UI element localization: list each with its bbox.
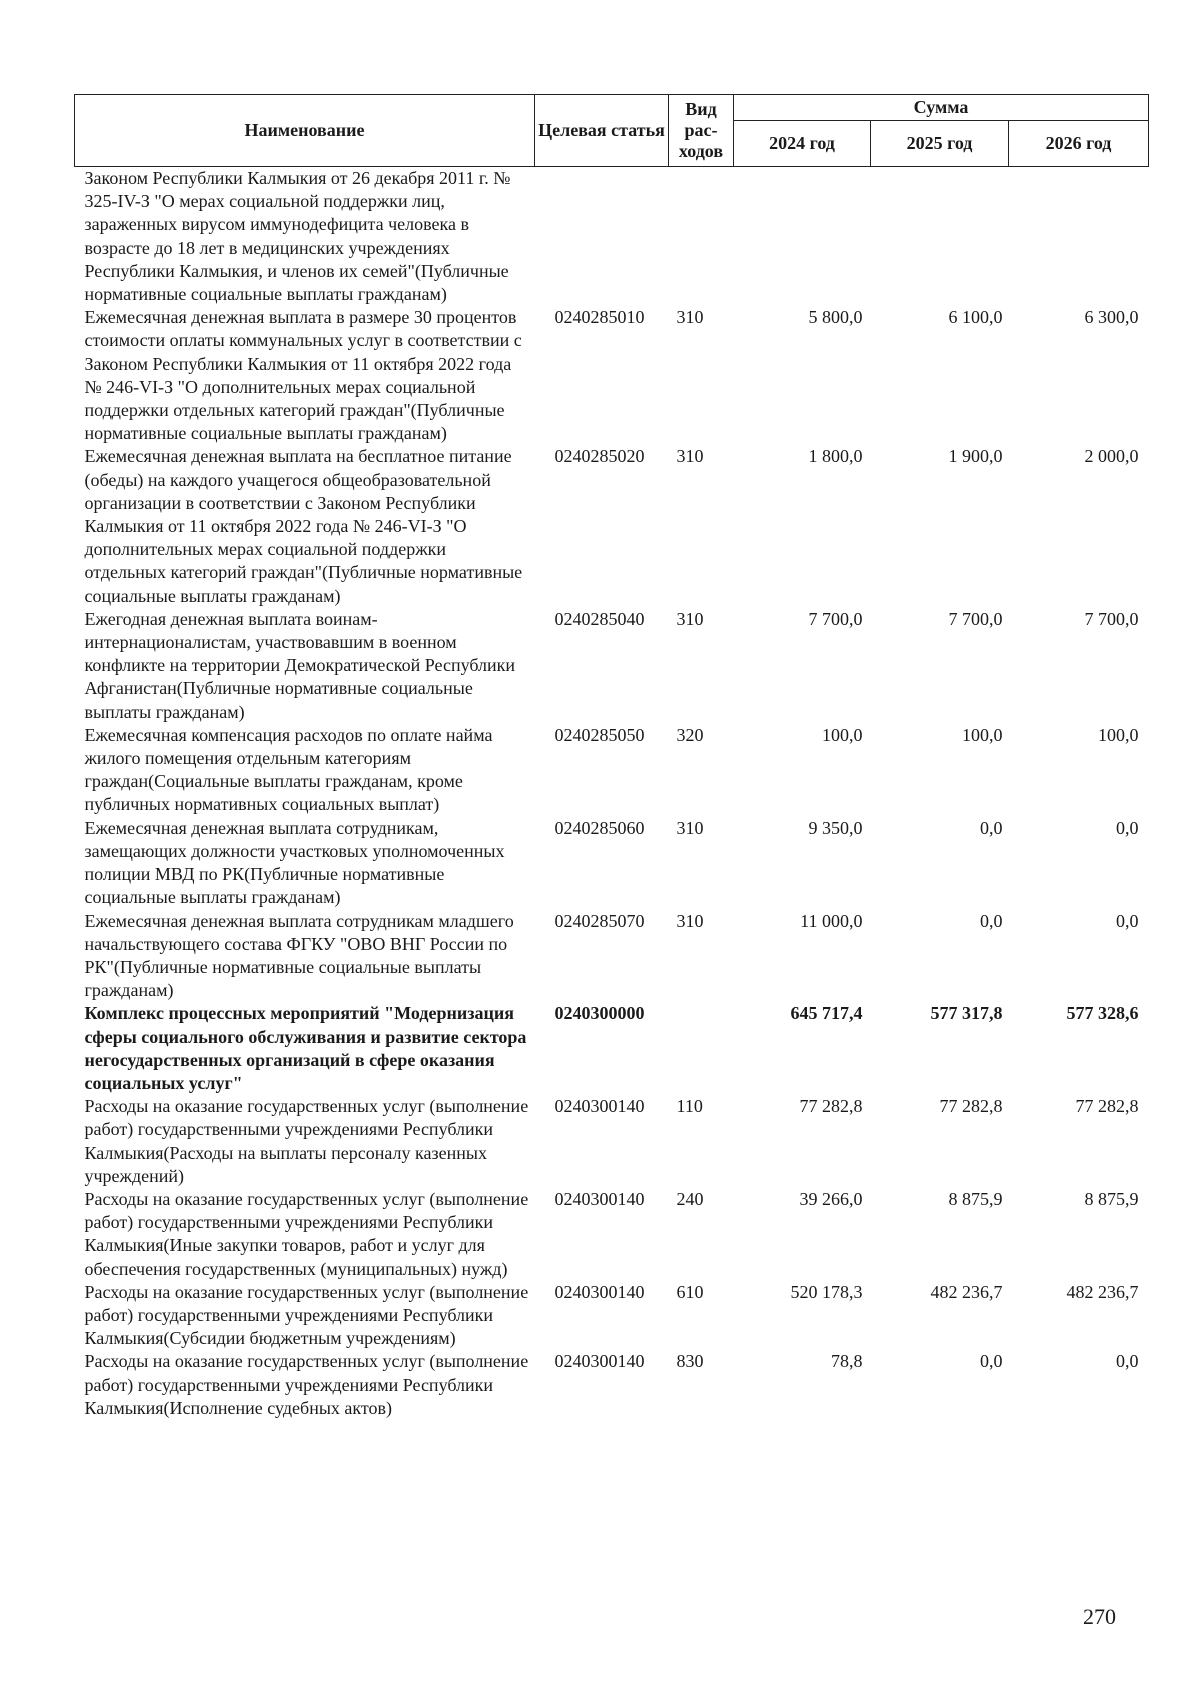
header-name: Наименование <box>75 95 535 167</box>
row-vid: 320 <box>676 724 704 745</box>
row-sum-2025: 577 317,8 <box>930 1003 1003 1024</box>
row-name: Расходы на оказание государственных услуг (выполнение работ) государственными учреждениями Республики Калмыкия(Исполнение судебных актов) <box>84 1351 529 1418</box>
table-header <box>75 95 1149 167</box>
row-sum-2024: 7 700,0 <box>808 608 863 629</box>
row-vid: 310 <box>676 817 704 838</box>
row-sum-2024: 9 350,0 <box>808 817 863 838</box>
row-vid <box>669 167 734 307</box>
row-sum-2024: 520 178,3 <box>790 1281 863 1302</box>
row-sum-2026: 8 875,9 <box>1084 1188 1139 1209</box>
row-vid: 610 <box>676 1281 704 1302</box>
row-sum-2025: 7 700,0 <box>948 608 1003 629</box>
row-sum-2026: 0,0 <box>1116 817 1139 838</box>
row-name: Ежемесячная компенсация расходов по оплате найма жилого помещения отдельным категориям граждан(Социальные выплаты гражданам, кроме публичных нормативных социальных выплат) <box>84 724 493 815</box>
table-row <box>75 1188 1149 1281</box>
header-year-2025: 2025 год <box>871 121 1009 167</box>
row-sum-2025: 482 236,7 <box>930 1281 1003 1302</box>
row-sum-2026: 482 236,7 <box>1066 1281 1139 1302</box>
budget-table <box>74 94 1149 1420</box>
table-row <box>75 608 1149 724</box>
row-name: Законом Республики Калмыкия от 26 декабря 2011 г. № 325-IV-З "О мерах социальной поддержки лиц, зараженных вирусом иммунодефицита человека в возрасте до 18 лет в медицинских учреждениях Республики Калмыкия, и членов их семей"(Публичные нормативные социальные выплаты гражданам) <box>84 168 511 305</box>
row-sum-2024: 39 266,0 <box>799 1188 863 1209</box>
header-year-2026: 2026 год <box>1009 121 1149 167</box>
row-name: Расходы на оказание государственных услуг (выполнение работ) государственными учреждениями Республики Калмыкия(Иные закупки товаров, работ и услуг для обеспечения государственных (муниципальных) нужд) <box>84 1188 529 1279</box>
row-sum-2026: 0,0 <box>1116 1351 1139 1372</box>
row-name: Ежегодная денежная выплата воинам-интернационалистам, участвовавшим в военном конфликте на территории Демократической Республики Афганистан(Публичные нормативные социальные выплаты гражданам) <box>84 608 516 722</box>
row-sum-2024: 645 717,4 <box>790 1003 863 1024</box>
row-name: Ежемесячная денежная выплата на бесплатное питание (обеды) на каждого учащегося общеобразовательной организации в соответствии с Законом Республики Калмыкия от 11 октября 2022 года № 246-VI-З "О дополнительных мерах социальной поддержки отдельных категорий граждан"(Публичные нормативные социальные выплаты гражданам) <box>84 446 523 606</box>
row-vid: 310 <box>676 446 704 467</box>
row-code: 0240285040 <box>554 608 645 629</box>
row-sum-2026: 7 700,0 <box>1084 608 1139 629</box>
row-code: 0240300140 <box>554 1281 645 1302</box>
header-vid: Вид рас-ходов <box>669 95 734 167</box>
row-sum-2026: 577 328,6 <box>1066 1003 1139 1024</box>
row-vid: 830 <box>676 1351 704 1372</box>
row-sum-2024: 77 282,8 <box>799 1096 863 1117</box>
row-vid: 310 <box>676 307 704 328</box>
row-sum-2025: 6 100,0 <box>948 307 1003 328</box>
table-row <box>75 1095 1149 1188</box>
header-year-2024: 2024 год <box>734 121 871 167</box>
table-body <box>75 167 1149 1420</box>
row-code: 0240300140 <box>554 1351 645 1372</box>
row-vid <box>669 1002 734 1095</box>
row-sum-2026: 77 282,8 <box>1075 1096 1139 1117</box>
row-sum-2026: 0,0 <box>1116 910 1139 931</box>
row-sum-2025: 1 900,0 <box>948 446 1003 467</box>
table-row <box>75 1002 1149 1095</box>
row-code: 0240285060 <box>554 817 645 838</box>
row-code: 0240285070 <box>554 910 645 931</box>
row-name: Ежемесячная денежная выплата в размере 30 процентов стоимости оплаты коммунальных услуг в соответствии с Законом Республики Калмыкия от 11 октября 2022 года № 246-VI-З "О дополнительных мерах социальной поддержки отдельных категорий граждан"(Публичные нормативные социальные выплаты гражданам) <box>84 307 522 444</box>
table-row <box>75 1281 1149 1351</box>
row-name: Расходы на оказание государственных услуг (выполнение работ) государственными учреждениями Республики Калмыкия(Субсидии бюджетным учреждениям) <box>84 1281 529 1349</box>
row-sum-2025: 8 875,9 <box>948 1188 1003 1209</box>
row-vid: 110 <box>676 1096 703 1117</box>
table-row <box>75 167 1149 307</box>
table-row <box>75 445 1149 607</box>
row-vid: 240 <box>676 1188 704 1209</box>
row-sum-2025: 0,0 <box>980 817 1003 838</box>
table-row <box>75 910 1149 1003</box>
table-row <box>75 1350 1149 1420</box>
table-row <box>75 306 1149 445</box>
page-number: 270 <box>1083 1604 1116 1629</box>
row-vid: 310 <box>676 608 704 629</box>
row-sum-2026: 100,0 <box>1098 724 1139 745</box>
row-code: 0240300000 <box>554 1003 645 1024</box>
row-sum-2025: 0,0 <box>980 910 1003 931</box>
row-sum-2025: 0,0 <box>980 1351 1003 1372</box>
row-sum-2024 <box>734 167 871 307</box>
row-name: Ежемесячная денежная выплата сотрудникам младшего начальствующего состава ФГКУ "ОВО ВНГ России по РК"(Публичные нормативные социальные выплаты гражданам) <box>84 910 514 1001</box>
row-sum-2026 <box>1009 167 1149 307</box>
row-code: 0240300140 <box>554 1188 645 1209</box>
row-name: Ежемесячная денежная выплата сотрудникам, замещающих должности участковых уполномоченных полиции МВД по РК(Публичные нормативные социальные выплаты гражданам) <box>84 817 505 908</box>
row-sum-2024: 78,8 <box>831 1351 863 1372</box>
row-name: Комплекс процессных мероприятий "Модернизация сферы социального обслуживания и развитие сектора негосударственных организаций в сфере оказания социальных услуг" <box>84 1003 527 1093</box>
row-sum-2026: 2 000,0 <box>1084 446 1139 467</box>
row-code: 0240285050 <box>554 724 645 745</box>
table-row <box>75 724 1149 817</box>
row-name: Расходы на оказание государственных услуг (выполнение работ) государственными учреждениями Республики Калмыкия(Расходы на выплаты персоналу казенных учреждений) <box>84 1096 529 1186</box>
row-code: 0240300140 <box>554 1096 645 1117</box>
row-sum-2024: 11 000,0 <box>800 910 863 931</box>
row-sum-2024: 1 800,0 <box>808 446 863 467</box>
row-sum-2025: 77 282,8 <box>939 1096 1003 1117</box>
row-vid: 310 <box>676 910 704 931</box>
row-code: 0240285020 <box>554 446 645 467</box>
header-code: Целевая статья <box>535 95 669 167</box>
row-sum-2025 <box>871 167 1009 307</box>
table-row <box>75 817 1149 910</box>
row-code <box>535 167 669 307</box>
row-sum-2025: 100,0 <box>962 724 1003 745</box>
row-sum-2024: 100,0 <box>822 724 863 745</box>
header-sum: Сумма <box>734 95 1149 121</box>
row-sum-2024: 5 800,0 <box>808 307 863 328</box>
row-code: 0240285010 <box>554 307 645 328</box>
row-sum-2026: 6 300,0 <box>1084 307 1139 328</box>
